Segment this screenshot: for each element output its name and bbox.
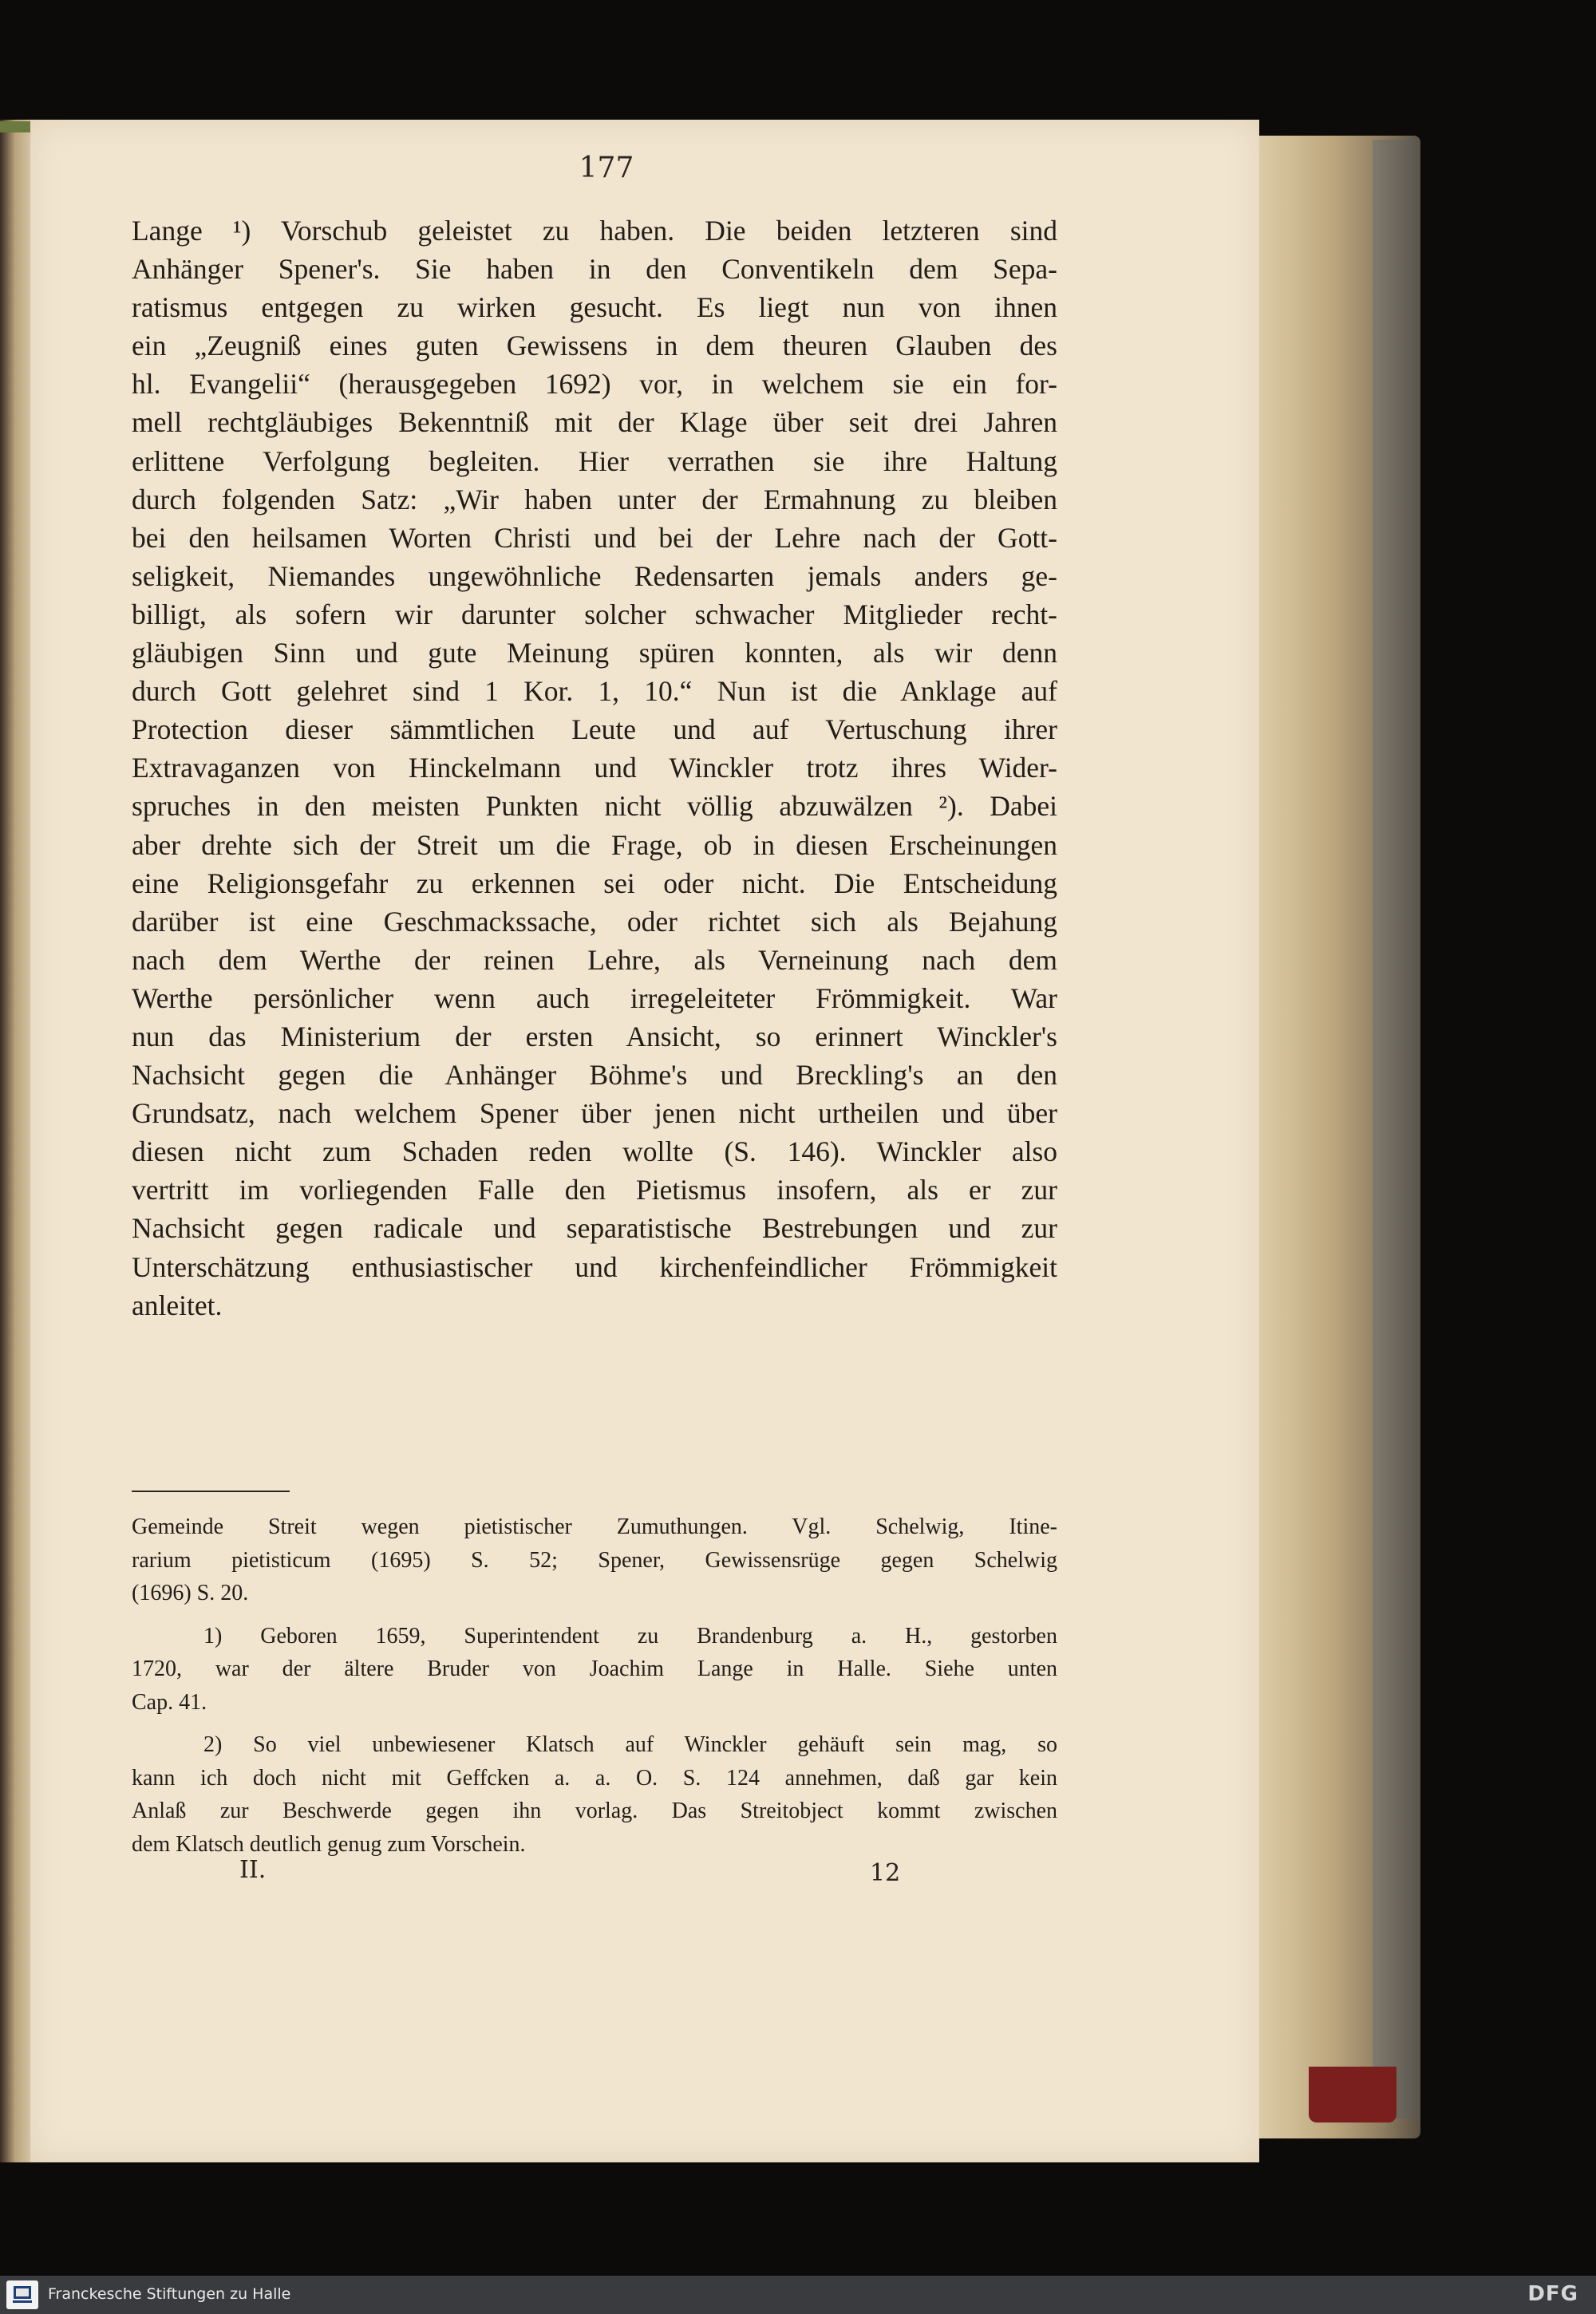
- footnote-1-line: Cap. 41.: [132, 1689, 207, 1715]
- footer-bar: [0, 2276, 1596, 2314]
- book-cover-edge: [1373, 140, 1419, 2119]
- body-line: billigt, als sofern wir darunter solcher schwacher Mitglieder recht-: [132, 598, 1057, 630]
- footnote-2-line: kann ich doch nicht mit Geffcken a. a. O. S. 124 annehmen, daß gar kein: [132, 1765, 1057, 1791]
- body-line: Anhänger Spener's. Sie haben in den Conventikeln dem Sepa-: [132, 253, 1057, 286]
- sheet-number: 12: [870, 1859, 901, 1887]
- footnote-1-line: 1720, war der ältere Bruder von Joachim Lange in Halle. Siehe unten: [132, 1657, 1057, 1681]
- crest-icon: [10, 2284, 34, 2306]
- footnote-continuation-line: Gemeinde Streit wegen pietistischer Zumuthungen. Vgl. Schelwig, Itine-: [132, 1514, 1057, 1539]
- body-line: ratismus entgegen zu wirken gesucht. Es liegt nun von ihnen: [132, 291, 1057, 324]
- footnote-2-line: dem Klatsch deutlich genug zum Vorschein.: [132, 1831, 526, 1857]
- body-line: eine Religionsgefahr zu erkennen sei oder nicht. Die Entscheidung: [132, 867, 1057, 899]
- footnote-1-line: 1) Geboren 1659, Superintendent zu Brandenburg a. H., gestorben: [203, 1623, 1057, 1649]
- body-line: aber drehte sich der Streit um die Frage, ob in diesen Erscheinungen: [132, 828, 1057, 861]
- body-line: Extravaganzen von Hinckelmann und Winckler trotz ihres Wider-: [132, 752, 1057, 784]
- body-text: [132, 211, 1057, 1325]
- body-line: Unterschätzung enthusiastischer und kirchenfeindlicher Frömmigkeit: [132, 1250, 1057, 1283]
- body-line: durch Gott gelehret sind 1 Kor. 1, 10.“ Nun ist die Anklage auf: [132, 675, 1057, 708]
- body-line: Werthe persönlicher wenn auch irregeleiteter Frömmigkeit. War: [132, 981, 1057, 1014]
- body-line: Lange ¹) Vorschub geleistet zu haben. Die beiden letzteren sind: [132, 215, 1057, 247]
- footnote-continuation-line: rarium pietisticum (1695) S. 52; Spener, Gewissensrüge gegen Schelwig: [132, 1547, 1057, 1573]
- body-line: nach dem Werthe der reinen Lehre, als Verneinung nach dem: [132, 943, 1057, 976]
- body-line: gläubigen Sinn und gute Meinung spüren konnten, als wir denn: [132, 637, 1057, 669]
- body-line: ein „Zeugniß eines guten Gewissens in dem theuren Glauben des: [132, 330, 1057, 362]
- page-number: 177: [579, 152, 634, 184]
- institution-logo-icon: [6, 2280, 38, 2309]
- body-line: anleitet.: [132, 1289, 223, 1321]
- body-line: hl. Evangelii“ (herausgegeben 1692) vor, in welchem sie ein for-: [132, 368, 1057, 401]
- body-line: darüber ist eine Geschmackssache, oder richtet sich als Bejahung: [132, 905, 1057, 938]
- body-line: seligkeit, Niemandes ungewöhnliche Redensarten jemals anders ge-: [132, 559, 1057, 592]
- body-line: vertritt im vorliegenden Falle den Pietismus insofern, als er zur: [132, 1174, 1057, 1206]
- body-line: spruches in den meisten Punkten nicht völlig abzuwälzen ²). Dabei: [132, 790, 1057, 823]
- body-line: Nachsicht gegen radicale und separatistische Bestrebungen und zur: [132, 1212, 1057, 1245]
- footnote-2-line: Anlaß zur Beschwerde gegen ihn vorlag. Das Streitobject kommt zwischen: [132, 1799, 1057, 1823]
- footnote-2-line: 2) So viel unbewiesener Klatsch auf Winckler gehäuft sein mag, so: [203, 1732, 1057, 1757]
- body-line: diesen nicht zum Schaden reden wollte (S. 146). Winckler also: [132, 1135, 1057, 1168]
- body-line: Grundsatz, nach welchem Spener über jenen nicht urtheilen und über: [132, 1097, 1057, 1130]
- footnotes: [132, 1510, 1057, 1861]
- body-line: erlittene Verfolgung begleiten. Hier verrathen sie ihre Haltung: [132, 444, 1057, 477]
- footer-institution: Franckesche Stiftungen zu Halle: [48, 2285, 291, 2303]
- body-line: mell rechtgläubiges Bekenntniß mit der Klage über seit drei Jahren: [132, 406, 1057, 439]
- signature-mark: II.: [239, 1856, 267, 1884]
- body-line: bei den heilsamen Worten Christi und bei der Lehre nach der Gott-: [132, 521, 1057, 554]
- footnote-continuation-line: (1696) S. 20.: [132, 1581, 249, 1605]
- body-line: Nachsicht gegen die Anhänger Böhme's und Breckling's an den: [132, 1059, 1057, 1092]
- body-line: durch folgenden Satz: „Wir haben unter der Ermahnung zu bleiben: [132, 483, 1057, 515]
- book-spine-corner: [1309, 2067, 1396, 2122]
- body-line: Protection dieser sämmtlichen Leute und auf Vertuschung ihrer: [132, 713, 1057, 746]
- dfg-logo: DFG: [1527, 2282, 1578, 2306]
- footnote-rule: [132, 1491, 290, 1492]
- body-line: nun das Ministerium der ersten Ansicht, so erinnert Winckler's: [132, 1020, 1057, 1052]
